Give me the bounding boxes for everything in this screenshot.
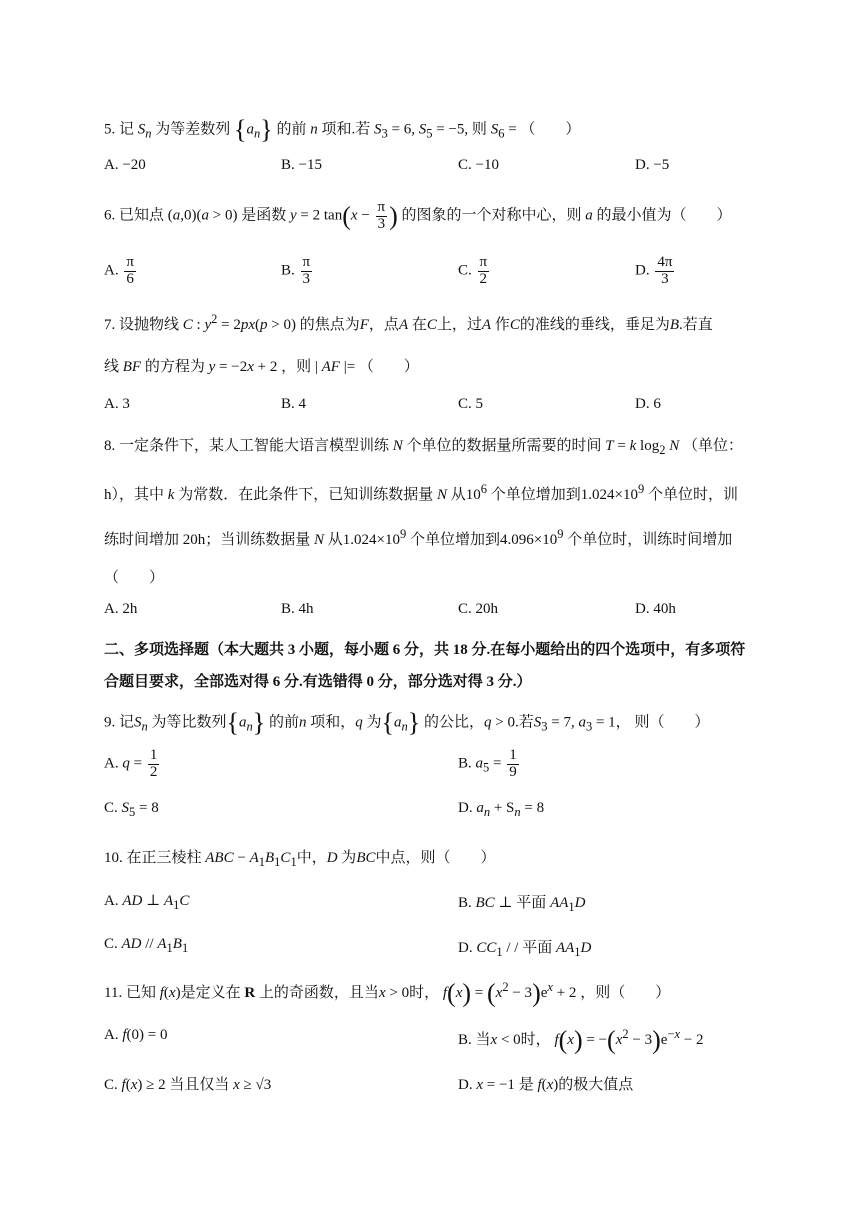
question-7-line-2: 线 BF 的方程为 y = −2x + 2 ，则 | AF |= （ ） (104, 359, 419, 375)
q6-option-a: A. $\frac{\pi}{6}$ (104, 254, 134, 287)
q8-option-c: C. 20h (458, 601, 499, 617)
q11-option-b: B. 当x < 0时， $f(x) = -(x^2 - 3)e^{-x} - 2$ (458, 1025, 704, 1055)
q5-option-a: A. −20 (104, 157, 146, 173)
question-8-line-4: （ ） (104, 570, 165, 586)
q9-option-d: D. $a_n + S_n = 8$ (458, 800, 545, 819)
question-8: 8. 一定条件下，某人工智能大语言模型训练 N 个单位的数据量所需要的时间 T = k $\log_2 N$ （单位： (104, 438, 743, 457)
q5-option-d: D. −5 (635, 157, 670, 173)
q9-option-c: C. $S_5 = 8$ (104, 800, 159, 819)
q8-option-d: D. 40h (635, 601, 676, 617)
q11-option-d: D. x = −1 是 f(x)的极大值点 (458, 1077, 634, 1093)
question-8-line-3: 练时间增加 20h；当训练数据量 N 从$1.024\times 10^9$ 个单位增加到$4.096\times 10^9$ 个单位时，训练时间增加 (104, 527, 733, 548)
question-7: 7. 设抛物线 C : $y^2 = 2px(p > 0)$ 的焦点为F，点A 在C上，过A 作C的准线的垂线，垂足为B.若直 (104, 312, 713, 333)
section-2-header: 二、多项选择题（本大题共 3 小题，每小题 6 分，共 18 分.在每小题给出的四个选项中，有多项符 (104, 642, 746, 658)
question-9: 9. 记$S_n$ 为等比数列$\{a_n\}$ 的前n 项和，q 为$\{a_n\}$ 的公比，q > 0.若$S_3 = 7$, $a_3 = 1$， 则（ ） (104, 708, 710, 737)
q10-option-a: A. AD ⊥ $A_1C$ (104, 893, 190, 912)
question-6: 6. 已知点 (a,0)(a > 0) 是函数 y = 2 tan(x − $\frac{\pi}{3}$ ) 的图象的一个对称中心，则 a 的最小值为（ ） (104, 199, 732, 232)
q5-option-c: C. −10 (458, 157, 499, 173)
question-10: 10. 在正三棱柱 ABC − $A_1B_1C_1$中，D 为BC中点，则（ ） (104, 850, 496, 869)
section-2-header-line-2: 合题目要求，全部选对得 6 分.有选错得 0 分，部分选对得 3 分.） (104, 674, 532, 690)
question-11: 11. 已知 f(x)是定义在 R 上的奇函数，且当x > 0时， $f(x) = (x^2 - 3)e^x + 2$ ，则（ ） (104, 978, 671, 1008)
q10-option-c: C. AD // $A_1B_1$ (104, 936, 189, 955)
q6-option-d: D. $\frac{4\pi}{3}$ (635, 254, 673, 287)
q7-option-a: A. 3 (104, 396, 130, 412)
q7-option-c: C. 5 (458, 396, 484, 412)
q6-option-c: C. $\frac{\pi}{2}$ (458, 254, 488, 287)
q5-answer-blank: （ ） (520, 121, 581, 138)
question-5: 5. 记 $S_n$ 为等差数列 $\{a_n\}$ 的前 n 项和.若 $S_3 = 6$, $S_5 = -5$, 则 $S_6$ = （ ） (104, 115, 581, 144)
q10-option-b: B. BC ⊥ 平面 $AA_1D$ (458, 895, 586, 914)
q5-number: 5. (104, 121, 116, 138)
q7-option-b: B. 4 (281, 396, 307, 412)
q10-option-d: D. $CC_1$ / / 平面 $AA_1D$ (458, 940, 592, 959)
q9-option-b: B. $a_5$ = $\frac{1}{9}$ (458, 747, 517, 780)
q6-option-b: B. $\frac{\pi}{3}$ (281, 254, 311, 287)
q8-option-a: A. 2h (104, 601, 138, 617)
question-8-line-2: h），其中 k 为常数．在此条件下，已知训练数据量 N 从$10^6$ 个单位增加到$1.024\times 10^9$ 个单位时，训 (104, 482, 738, 503)
q7-option-d: D. 6 (635, 396, 661, 412)
q11-option-c: C. f(x) ≥ 2 当且仅当 x ≥ √3 (104, 1077, 272, 1093)
q9-option-a: A. q = $\frac{1}{2}$ (104, 747, 158, 780)
q8-option-b: B. 4h (281, 601, 314, 617)
q5-option-b: B. −15 (281, 157, 322, 173)
q5-prefix: 记 (119, 121, 135, 138)
q11-option-a: A. f(0) = 0 (104, 1027, 168, 1043)
